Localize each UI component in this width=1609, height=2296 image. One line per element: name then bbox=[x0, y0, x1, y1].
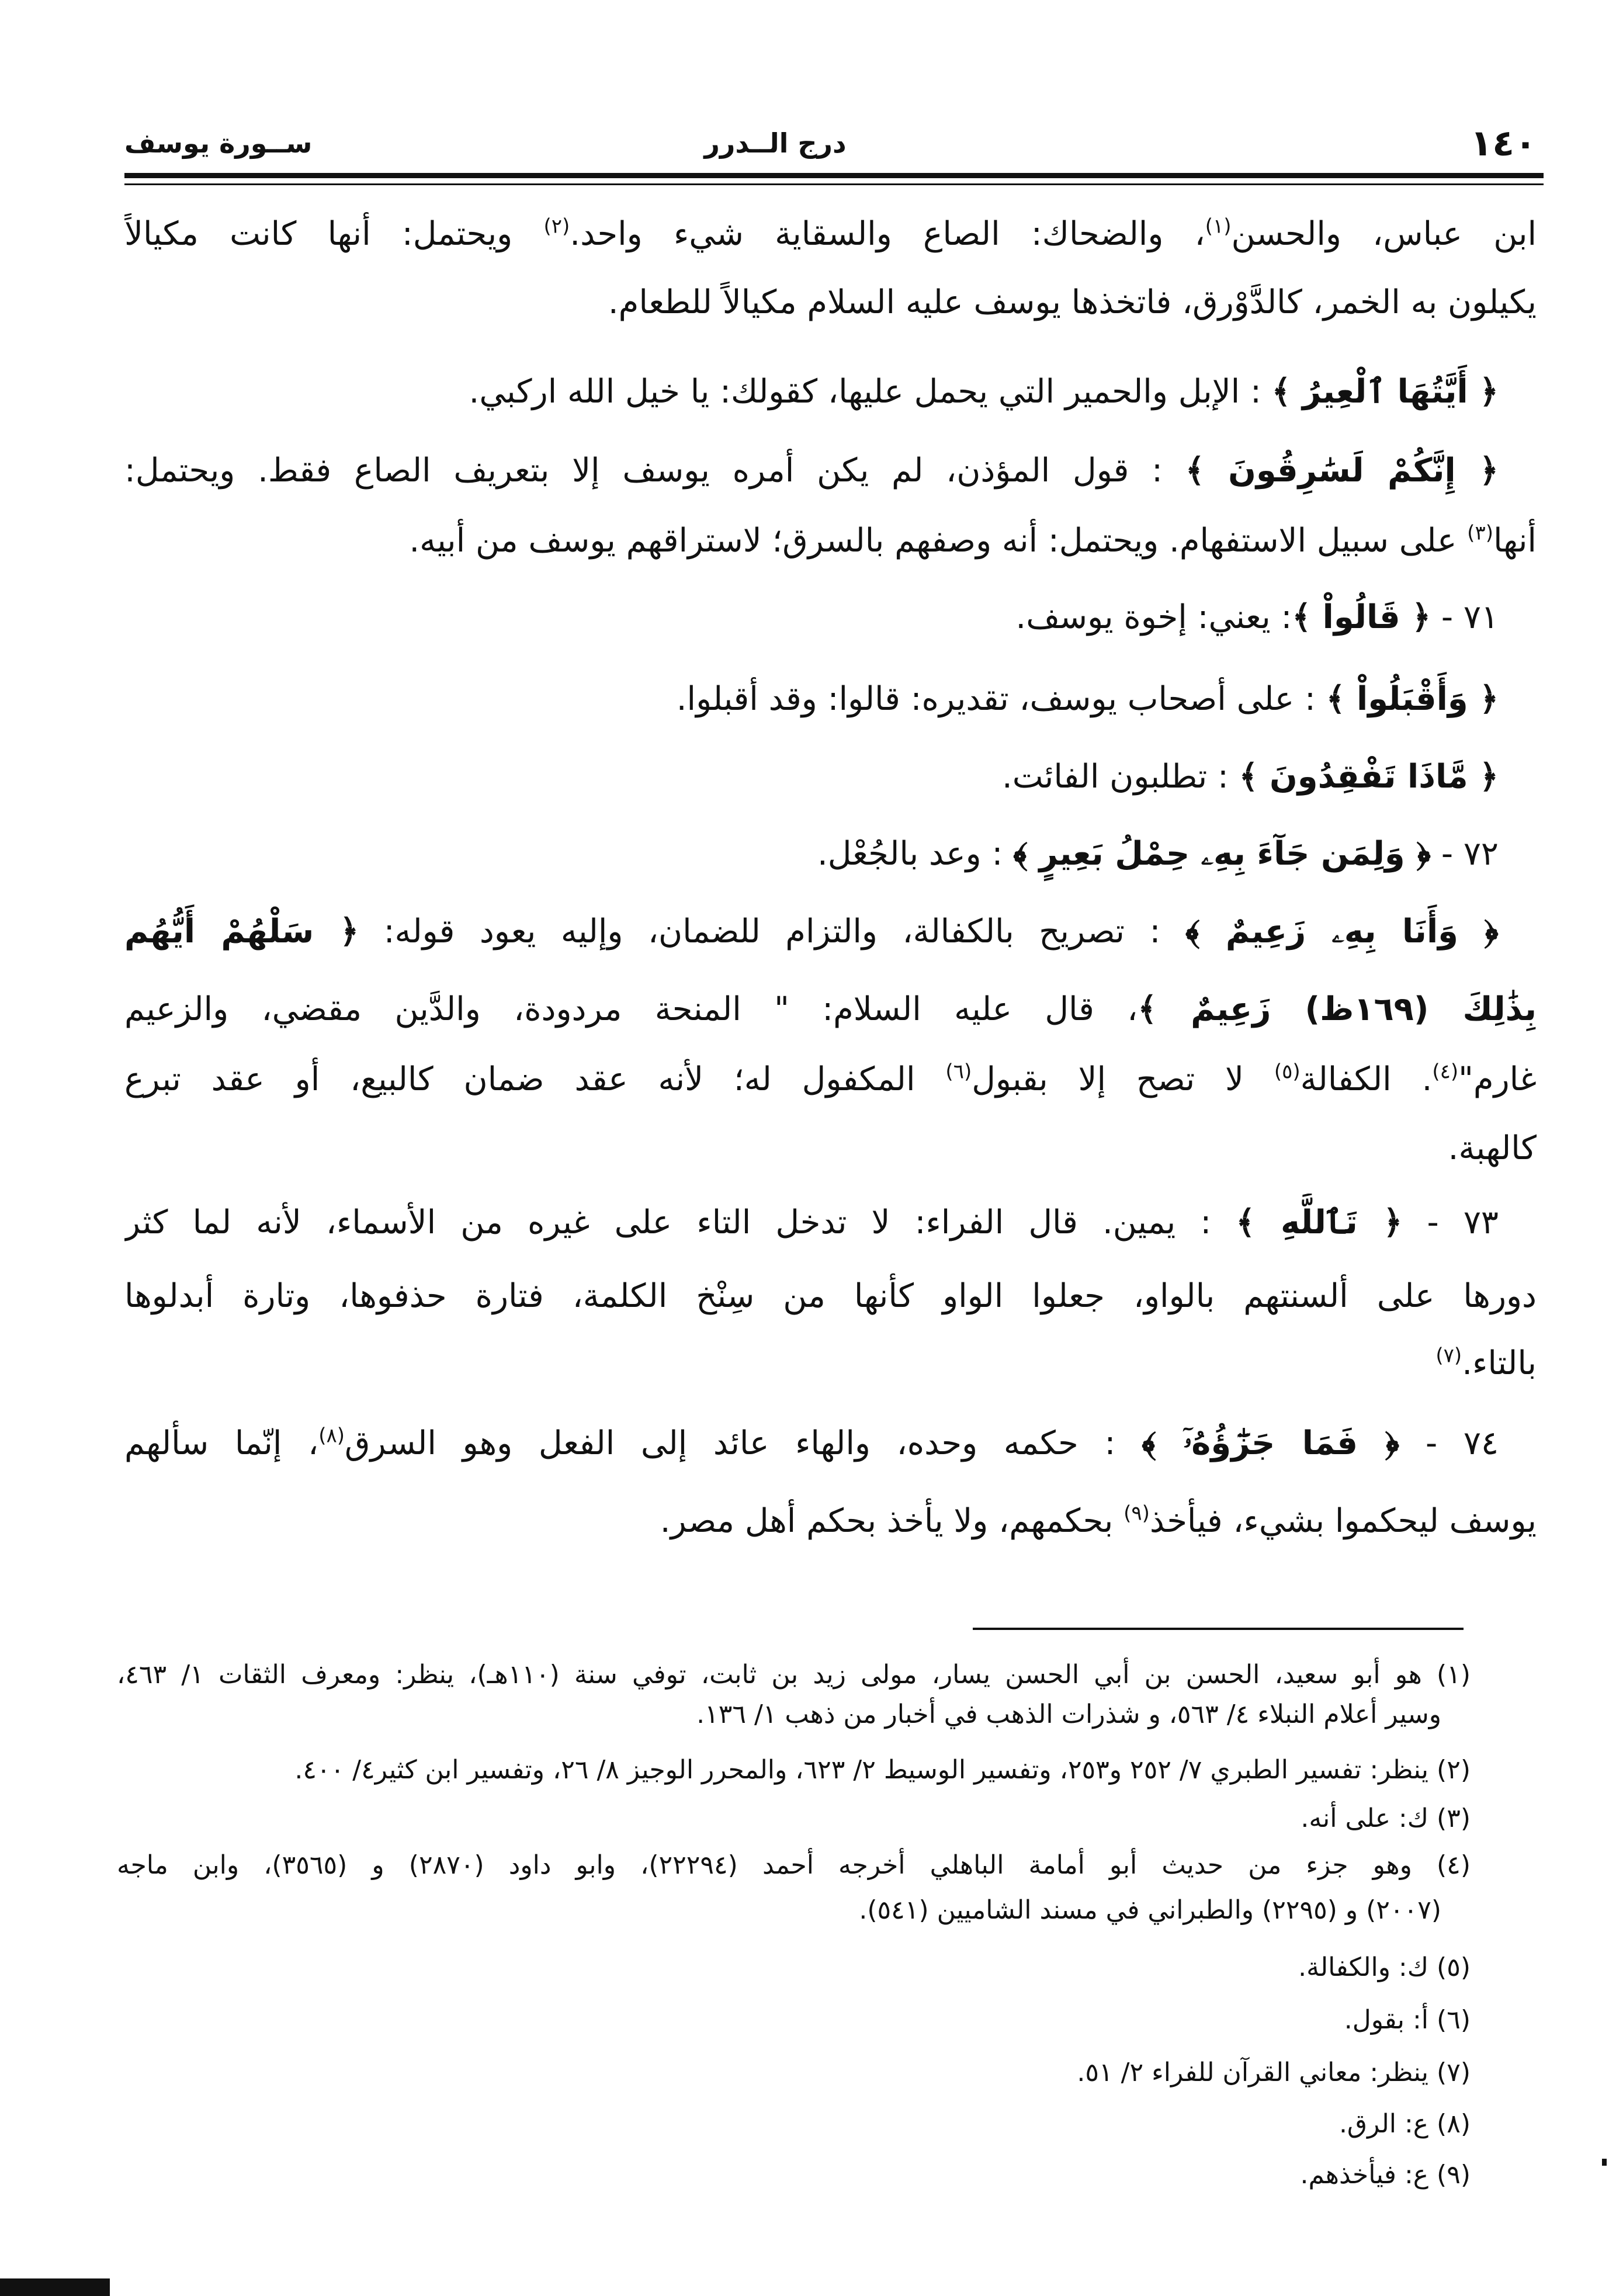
text-run: : وعد بالجُعْل. bbox=[817, 835, 1014, 873]
footnote-line: (٩) ع: فيأخذهم. bbox=[1300, 2160, 1471, 2190]
footnote-line: (٤) وهو جزء من حديث أبو أمامة الباهلي أخرجه أحمد (٢٢٢٩٤)، وابو داود (٢٨٧٠) و (٣٥٦٥)، وابن ماجه bbox=[117, 1850, 1471, 1880]
footnote-rule bbox=[973, 1628, 1464, 1630]
text-run: لا تصح إلا بقبول bbox=[972, 1060, 1274, 1098]
text-run: دورها على ألسنتهم بالواو، جعلوا الواو كأنها من سِنْخ الكلمة، فتارة حذفوها، وتارة أبدلوها bbox=[124, 1277, 1537, 1315]
text-run: : قول المؤذن، لم يكن أمره يوسف إلا بتعريف الصاع فقط. ويحتمل: bbox=[124, 452, 1185, 490]
text-run: يكيلون به الخمر، كالدَّوْرق، فاتخذها يوسف عليه السلام مكيالاً للطعام. bbox=[608, 283, 1537, 321]
text-run: . الكفالة bbox=[1300, 1060, 1433, 1098]
text-line bbox=[124, 512, 1537, 570]
footnote-line: (١) هو أبو سعيد، الحسن بن أبي الحسن يسار، مولى زيد بن ثابت، توفي سنة (١١٠هـ)، ينظر: ومعرف الثقات ١/ ٤٦٣، bbox=[117, 1660, 1471, 1690]
quran-verse: ﴿ سَلْهُمْ أَيُّهُم bbox=[124, 913, 359, 951]
footnote-line: وسير أعلام النبلاء ٤/ ٥٦٣، و شذرات الذهب في أخبار من ذهب ١/ ١٣٦. bbox=[696, 1700, 1441, 1729]
text-line bbox=[124, 1267, 1537, 1326]
scan-edge-bar bbox=[0, 2278, 110, 2296]
text-run: على سبيل الاستفهام. ويحتمل: أنه وصفهم بالسرق؛ لاستراقهم يوسف من أبيه. bbox=[409, 522, 1468, 560]
surah-title: ســورة يوسف bbox=[124, 127, 313, 159]
text-run: ، والضحاك: الصاع والسقاية شيء واحد. bbox=[570, 215, 1205, 253]
footnote-ref: (٣) bbox=[1467, 521, 1493, 545]
text-line bbox=[124, 363, 1537, 421]
footnote-line: (٣) ك: على أنه. bbox=[1301, 1803, 1471, 1833]
footnote-ref: (٦) bbox=[945, 1060, 972, 1084]
text-line bbox=[124, 1414, 1537, 1473]
text-line bbox=[124, 1492, 1537, 1551]
text-run: ، إنّما سألهم bbox=[124, 1424, 319, 1462]
footnote-ref: (٥) bbox=[1274, 1060, 1301, 1084]
text-line bbox=[124, 1119, 1537, 1178]
text-line bbox=[124, 903, 1537, 961]
verse-number: ٧٢ - bbox=[1431, 835, 1499, 873]
footnote-line: (٢٠٠٧) و (٢٢٩٥) والطبراني في مسند الشاميين (٥٤١). bbox=[859, 1895, 1441, 1925]
quran-verse: ﴿ إِنَّكُمْ لَسَٰرِقُونَ ﴾ bbox=[1185, 452, 1499, 490]
text-run: أنها bbox=[1493, 522, 1537, 560]
verse-number: ٧٤ - bbox=[1399, 1424, 1499, 1462]
footnote-line: (٦) أ: بقول. bbox=[1344, 2005, 1471, 2035]
text-line bbox=[124, 205, 1537, 263]
page-number: ١٤٠ bbox=[1470, 122, 1537, 164]
text-line bbox=[124, 670, 1537, 729]
quran-verse: زَعِيمٌ ﴾ bbox=[1138, 990, 1305, 1028]
footnote-ref: (١) bbox=[1205, 214, 1232, 238]
text-line bbox=[124, 1334, 1537, 1393]
quran-verse: ﴿ وَلِمَن جَآءَ بِهِۦ حِمْلُ بَعِيرٍ ﴾ bbox=[1013, 835, 1431, 873]
quran-verse: بِذَٰلِكَ bbox=[1428, 990, 1537, 1028]
footnote-ref: (٩) bbox=[1123, 1501, 1150, 1525]
text-run: بالتاء. bbox=[1462, 1344, 1537, 1382]
quran-verse: ﴿ فَمَا جَزَٰٓؤُهُۥٓ ﴾ bbox=[1142, 1424, 1400, 1462]
text-run: غارم" bbox=[1458, 1060, 1537, 1098]
footnote-line: (٥) ك: والكفالة. bbox=[1298, 1952, 1471, 1982]
text-run: ويحتمل: أنها كانت مكيالاً bbox=[124, 215, 544, 253]
header-rule-thick bbox=[124, 173, 1544, 178]
text-run: : حكمه وحده، والهاء عائد إلى الفعل وهو السرق bbox=[345, 1424, 1142, 1462]
text-run: بحكمهم، ولا يأخذ بحكم أهل مصر. bbox=[660, 1502, 1124, 1540]
text-run: : يمين. قال الفراء: لا تدخل التاء على غيره من الأسماء، لأنه لما كثر bbox=[124, 1204, 1236, 1241]
text-run: ابن عباس، والحسن bbox=[1231, 215, 1537, 253]
text-line bbox=[124, 273, 1537, 332]
verse-number: ٧٣ - bbox=[1402, 1204, 1499, 1241]
scan-speck bbox=[1602, 2159, 1607, 2166]
quran-verse: ﴿ قَالُواْ ﴾ bbox=[1292, 598, 1431, 636]
text-run: : تصريح بالكفالة، والتزام للضمان، وإليه يعود قوله: bbox=[359, 913, 1185, 951]
footnote-ref: (٨) bbox=[318, 1424, 345, 1448]
text-run: كالهبة. bbox=[1448, 1129, 1537, 1167]
text-line bbox=[124, 588, 1537, 647]
text-line bbox=[124, 748, 1537, 806]
book-title: درج الــدرر bbox=[704, 127, 847, 159]
folio-marker: (١٦٩ظ) bbox=[1305, 990, 1429, 1028]
footnote-ref: (٢) bbox=[543, 214, 570, 238]
text-line bbox=[124, 980, 1537, 1039]
header-rule-thin bbox=[124, 183, 1544, 185]
footnote-ref: (٤) bbox=[1432, 1060, 1459, 1084]
footnote-ref: (٧) bbox=[1435, 1344, 1462, 1368]
text-run: : تطلبون الفائت. bbox=[1001, 758, 1239, 796]
quran-verse: ﴿ مَّاذَا تَفْقِدُونَ ﴾ bbox=[1239, 758, 1499, 796]
text-run: : الإبل والحمير التي يحمل عليها، كقولك: يا خيل الله اركبي. bbox=[469, 373, 1272, 411]
footnote-line: (٢) ينظر: تفسير الطبري ٧/ ٢٥٢ و٢٥٣، وتفسير الوسيط ٢/ ٦٢٣، والمحرر الوجيز ٨/ ٢٦، وتفسير ابن كثير٤/ ٤٠٠. bbox=[294, 1755, 1471, 1785]
footnote-line: (٨) ع: الرق. bbox=[1338, 2109, 1471, 2139]
text-line bbox=[124, 1050, 1537, 1109]
text-line bbox=[124, 825, 1537, 883]
text-run: يوسف ليحكموا بشيء، فيأخذ bbox=[1149, 1502, 1537, 1540]
quran-verse: ﴿ وَأَنَا بِهِۦ زَعِيمٌ ﴾ bbox=[1185, 913, 1499, 951]
text-run: : على أصحاب يوسف، تقديره: قالوا: وقد أقبلوا. bbox=[676, 680, 1326, 718]
text-line bbox=[124, 1194, 1537, 1252]
text-run: : يعني: إخوة يوسف. bbox=[1015, 598, 1292, 636]
text-run: المكفول له؛ لأنه عقد ضمان كالبيع، أو عقد تبرع bbox=[124, 1060, 946, 1098]
quran-verse: ﴿ وَأَقْبَلُواْ ﴾ bbox=[1326, 680, 1499, 718]
text-line bbox=[124, 442, 1537, 500]
verse-number: ٧١ - bbox=[1431, 598, 1499, 636]
text-run: ، قال عليه السلام: " المنحة مردودة، والدَّين مقضي، والزعيم bbox=[124, 990, 1138, 1028]
quran-verse: ﴿ تَٱللَّهِ ﴾ bbox=[1236, 1204, 1403, 1241]
quran-verse: ﴿ أَيَّتُهَا ٱلْعِيرُ ﴾ bbox=[1271, 373, 1499, 411]
footnote-line: (٧) ينظر: معاني القرآن للفراء ٢/ ٥١. bbox=[1077, 2058, 1471, 2087]
